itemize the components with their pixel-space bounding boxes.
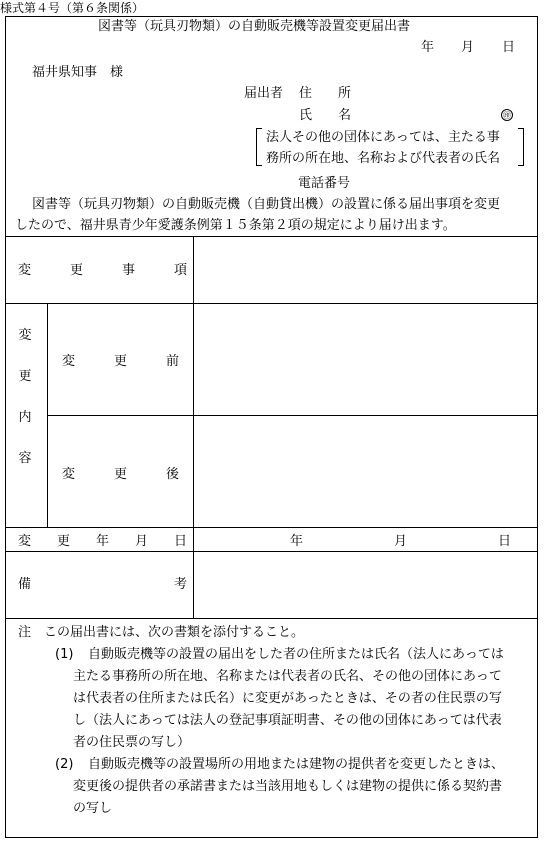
applicant-label: 届出者 xyxy=(244,86,284,101)
row-rule-2 xyxy=(47,415,538,416)
row-rule-3 xyxy=(5,527,538,528)
bracket-right xyxy=(518,128,524,166)
row-rule-5 xyxy=(5,618,538,619)
note-item1-line: し（法人にあっては法人の登記事項証明書、その他の団体にあっては代表 xyxy=(73,713,502,728)
date-month: 月 xyxy=(461,40,475,55)
note-item1-number: (1) xyxy=(55,647,74,662)
bracket-left xyxy=(256,128,262,166)
note-item1-line: 主たる事務所の所在地、名称または代表者の氏名、その他の団体にあって xyxy=(73,669,502,684)
note-item2-line: 変更後の提供者の承諾書または当該用地もしくは建物の提供に係る契約書 xyxy=(73,779,503,794)
change-content-char: 内 xyxy=(18,410,32,425)
addressee: 福井県知事 様 xyxy=(32,65,124,80)
change-content-char: 更 xyxy=(18,369,32,384)
note-item1-line: 自動販売機等の設置の届出をした者の住所または氏名（法人にあっては xyxy=(88,647,504,662)
form-title: 図書等（玩具刃物類）の自動販売機等設置変更届出書 xyxy=(98,19,411,34)
note-item1-line: は代表者の住所または氏名）に変更があったときは、その者の住民票の写 xyxy=(73,691,502,706)
notes-heading: 注 この届出書には、次の書類を添付すること。 xyxy=(18,625,305,640)
change-content-label xyxy=(10,315,40,479)
row-rule-1 xyxy=(5,303,538,304)
address-label: 住 所 xyxy=(299,86,352,101)
row-rule-4 xyxy=(5,551,538,552)
name-label: 氏 名 xyxy=(299,108,352,123)
seal-mark: ㊞ xyxy=(503,111,511,120)
note-item1-line: 者の住民票の写し） xyxy=(73,735,191,750)
note-item2-number: (2) xyxy=(55,757,74,772)
body-text-line1: 図書等（玩具刃物類）の自動販売機（自動貸出機）の設置に係る届出事項を変更 xyxy=(32,197,501,212)
column-rule-main xyxy=(193,236,194,618)
change-date-label: 変 更 年 月 日 xyxy=(18,534,188,549)
form-id: 様式第４号（第６条関係） xyxy=(0,1,145,15)
column-rule-content xyxy=(47,303,48,527)
table-top-rule xyxy=(5,236,538,237)
change-content-char: 変 xyxy=(18,328,32,343)
date-year: 年 xyxy=(421,40,435,55)
corporate-note-line1: 法人その他の団体にあっては、主たる事 xyxy=(266,130,500,145)
remarks-label: 備 考 xyxy=(18,577,188,592)
body-text-line2: したので、福井県青少年愛護条例第１５条第２項の規定により届け出ます。 xyxy=(15,218,456,233)
phone-label: 電話番号 xyxy=(298,176,351,191)
after-label: 変 更 後 xyxy=(62,467,180,482)
note-item2-line: の写し xyxy=(73,801,113,816)
note-item2-line: 自動販売機等の設置場所の用地または建物の提供者を変更したときは、 xyxy=(88,757,505,772)
corporate-note-line2: 務所の所在地、名称および代表者の氏名 xyxy=(266,151,501,166)
before-label: 変 更 前 xyxy=(62,354,180,369)
change-item-label: 変 更 事 項 xyxy=(18,263,188,278)
date-day: 日 xyxy=(502,40,516,55)
change-content-char: 容 xyxy=(18,451,32,466)
change-date-value: 年 月 日 xyxy=(290,534,512,549)
